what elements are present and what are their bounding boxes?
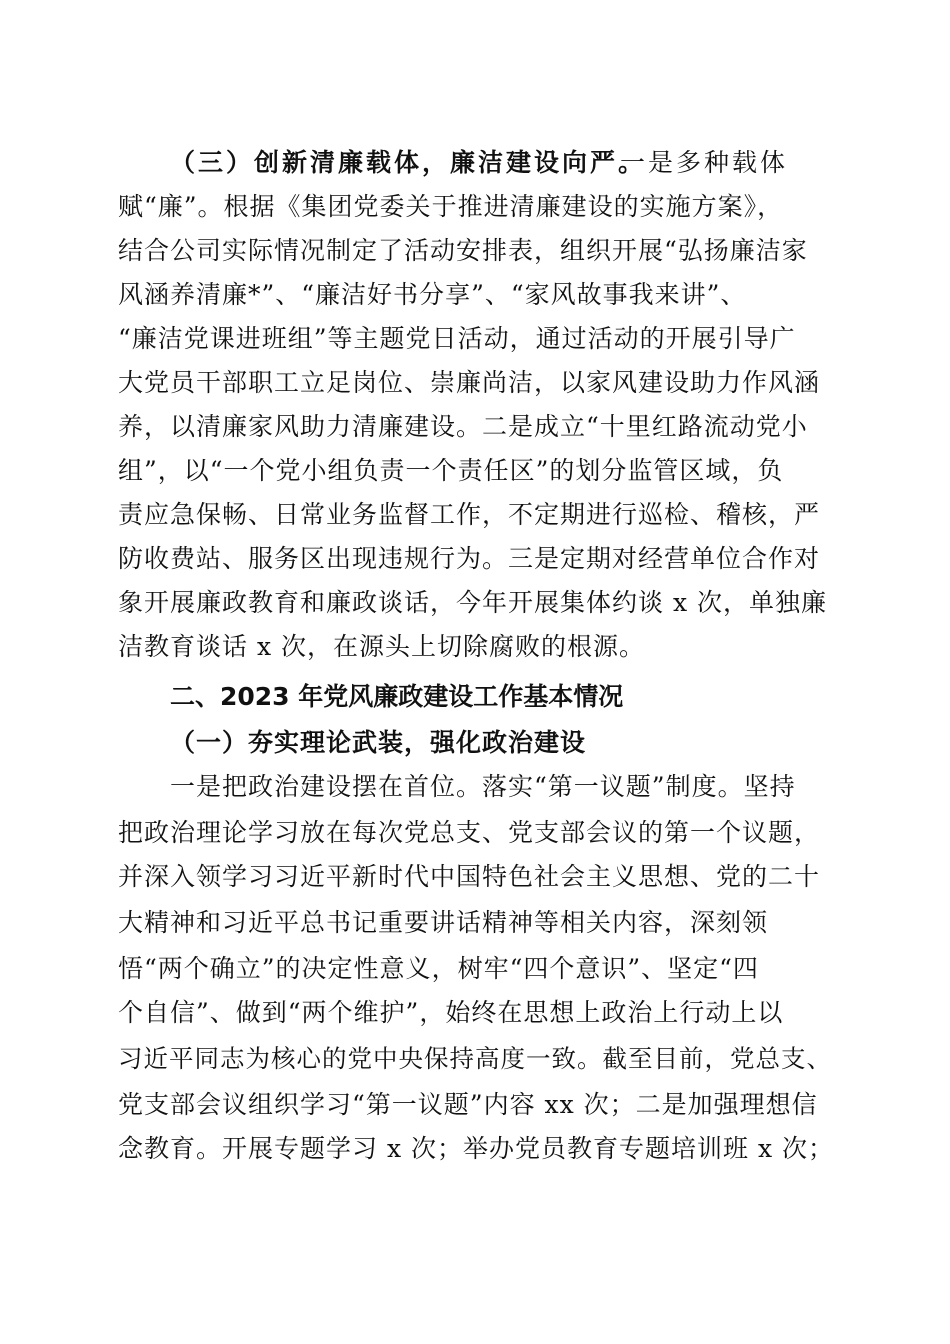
paragraph-line: 责应急保畅、日常业务监督工作，不定期进行巡检、稽核，严 bbox=[118, 500, 821, 529]
paragraph-line: 养，以清廉家风助力清廉建设。二是成立“十里红路流动党小 bbox=[118, 412, 808, 441]
paragraph-line: 风涵养清廉*”、“廉洁好书分享”、“家风故事我来讲”、 bbox=[118, 280, 747, 309]
paragraph-line: 一是把政治建设摆在首位。落实“第一议题”制度。坚持 bbox=[170, 772, 796, 801]
paragraph-line: 赋“廉”。根据《集团党委关于推进清廉建设的实施方案》， bbox=[118, 192, 784, 221]
paragraph-line: 党支部会议组织学习“第一议题”内容 xx 次；二是加强理想信 bbox=[118, 1090, 818, 1119]
paragraph-line: 大精神和习近平总书记重要讲话精神等相关内容，深刻领 bbox=[118, 908, 769, 937]
paragraph-line: 悟“两个确立”的决定性意义，树牢“四个意识”、坚定“四 bbox=[118, 954, 759, 983]
paragraph-line: 个自信”、做到“两个维护”，始终在思想上政治上行动上以 bbox=[118, 998, 784, 1027]
paragraph-line: 防收费站、服务区出现违规行为。三是定期对经营单位合作对 bbox=[118, 544, 821, 573]
paragraph-line: 把政治理论学习放在每次党总支、党支部会议的第一个议题， bbox=[118, 818, 821, 847]
paragraph-line: 一是多种载体 bbox=[620, 148, 789, 177]
paragraph-line: 组”，以“一个党小组负责一个责任区”的划分监管区域，负 bbox=[118, 456, 784, 485]
paragraph-line: “廉洁党课进班组”等主题党日活动，通过活动的开展引导广 bbox=[118, 324, 796, 353]
paragraph-line: 大党员干部职工立足岗位、崇廉尚洁，以家风建设助力作风涵 bbox=[118, 368, 821, 397]
paragraph-line: 习近平同志为核心的党中央保持高度一致。截至目前，党总支、 bbox=[118, 1044, 832, 1073]
paragraph-line: 并深入领学习习近平新时代中国特色社会主义思想、党的二十 bbox=[118, 862, 821, 891]
section-three-heading: （三）创新清廉载体，廉洁建设向严。 bbox=[170, 148, 647, 177]
paragraph-line: 念教育。开展专题学习 x 次；举办党员教育专题培训班 x 次； bbox=[118, 1134, 834, 1163]
section-two-subtitle: （一）夯实理论武装，强化政治建设 bbox=[170, 728, 587, 757]
paragraph-line: 象开展廉政教育和廉政谈话，今年开展集体约谈 x 次，单独廉 bbox=[118, 588, 827, 617]
paragraph-line: 洁教育谈话 x 次，在源头上切除腐败的根源。 bbox=[118, 632, 645, 661]
section-two-title: 二、2023 年党风廉政建设工作基本情况 bbox=[170, 682, 624, 711]
paragraph-line: 结合公司实际情况制定了活动安排表，组织开展“弘扬廉洁家 bbox=[118, 236, 808, 265]
